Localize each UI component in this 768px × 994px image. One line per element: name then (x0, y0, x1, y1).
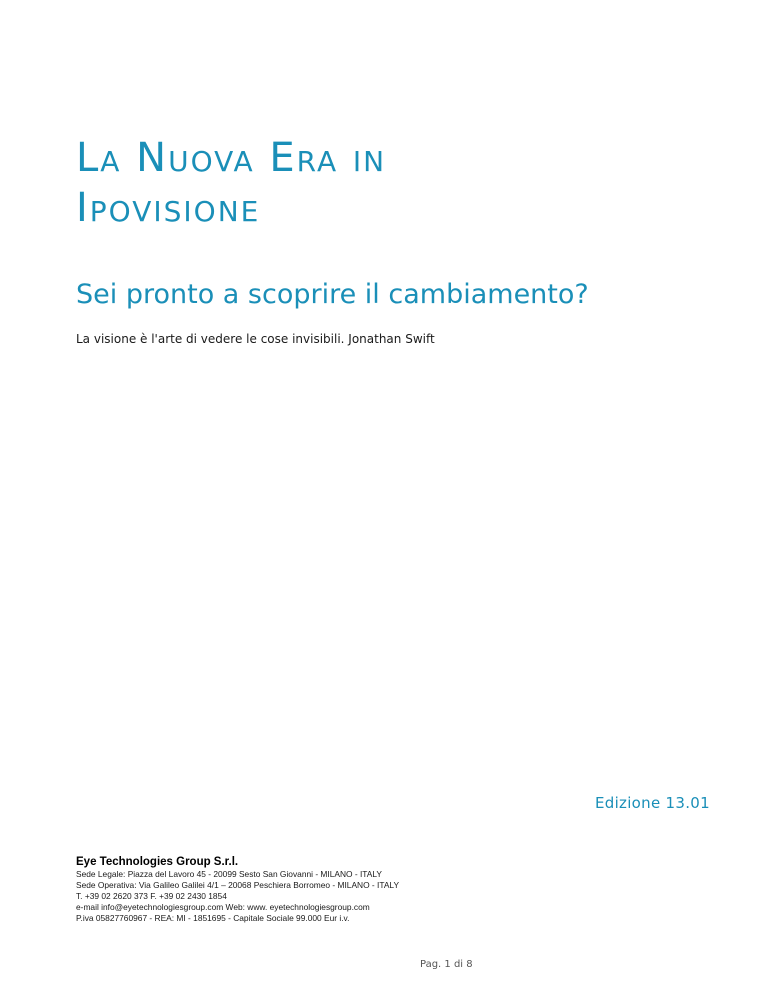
document-title (76, 133, 696, 233)
footer-operative-address: Sede Operativa: Via Galileo Galilei 4/1 – 20068 Peschiera Borromeo - MILANO - ITALY (76, 880, 400, 890)
page-number: Pag. 1 di 8 (420, 959, 473, 970)
footer-phone-fax: T. +39 02 2620 373 F. +39 02 2430 1854 (76, 891, 227, 901)
footer-email-web: e-mail info@eyetechnologiesgroup.com Web: www. eyetechnologiesgroup.com (76, 902, 370, 912)
edition-label: Edizione 13.01 (594, 794, 710, 812)
footer-legal-address: Sede Legale: Piazza del Lavoro 45 - 20099 Sesto San Giovanni - MILANO - ITALY (76, 869, 383, 879)
title-line-1: La Nuova Era in (76, 135, 387, 181)
footer (76, 855, 576, 924)
quote: La visione è l'arte di vedere le cose invisibili. Jonathan Swift (76, 332, 435, 346)
footer-vat-rea: P.iva 05827760967 - REA: MI - 1851695 - Capitale Sociale 99.000 Eur i.v. (76, 913, 350, 923)
company-name: Eye Technologies Group S.r.l. (76, 856, 239, 868)
title-line-2: Ipovisione (76, 185, 261, 231)
document-subtitle: Sei pronto a scoprire il cambiamento? (76, 279, 589, 310)
